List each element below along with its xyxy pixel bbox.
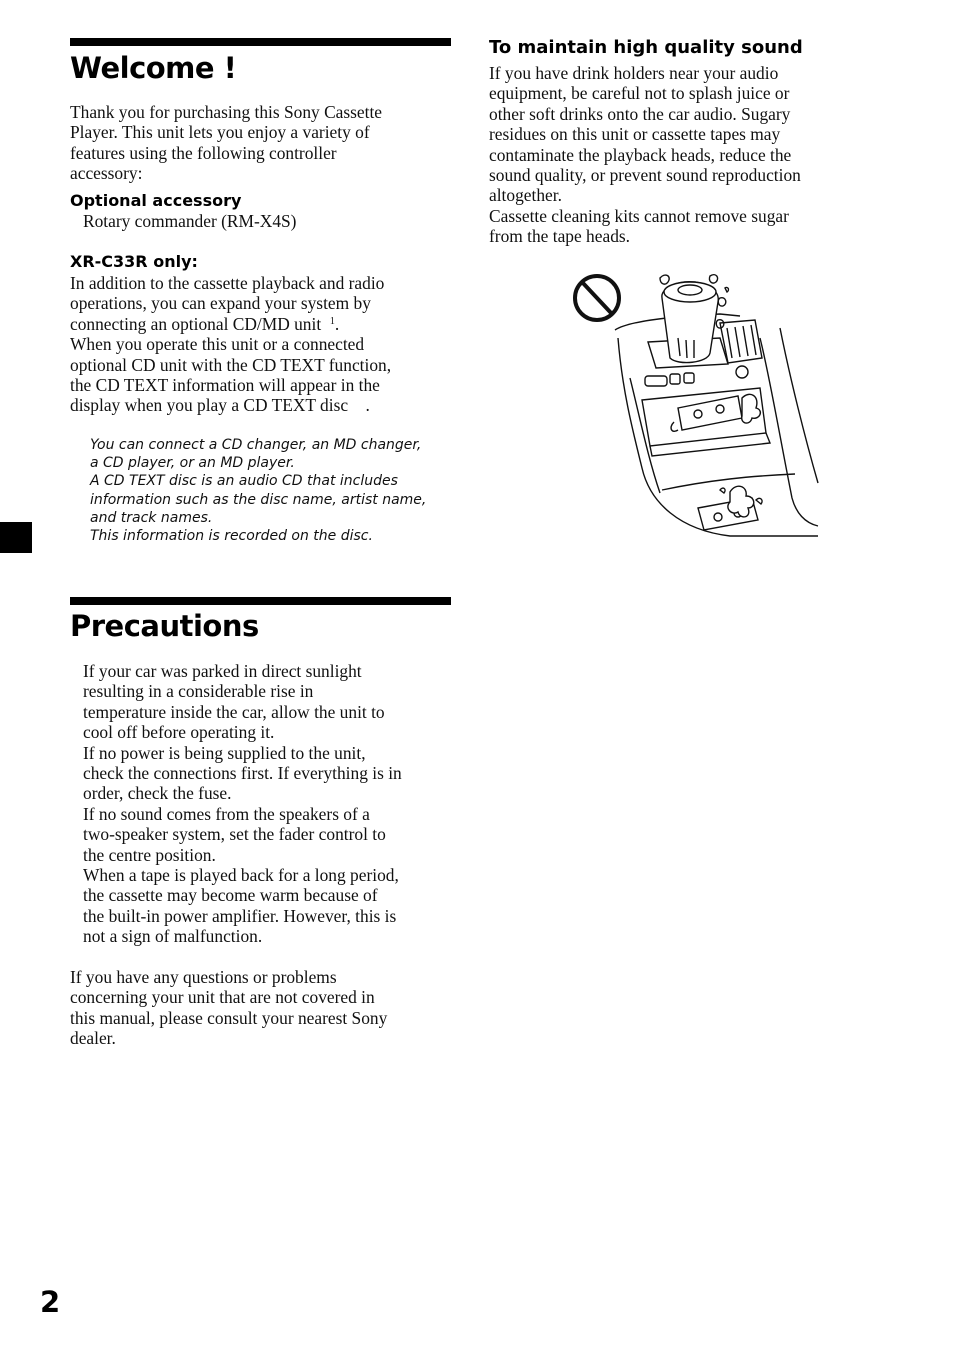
text-line: If no sound comes from the speakers of a xyxy=(83,803,370,824)
optional-accessory-item xyxy=(83,211,296,231)
page-number: 2 xyxy=(40,1285,61,1319)
precautions-heading: Precautions xyxy=(70,609,259,643)
footnote-mark: 1 xyxy=(329,315,335,327)
text-line: When you operate this unit or a connected xyxy=(70,334,365,355)
section-thumb-tab xyxy=(0,522,32,553)
text-line: from the tape heads. xyxy=(489,226,631,247)
text-line: altogether. xyxy=(489,185,562,206)
note-line: and track names. xyxy=(90,509,213,526)
note-line: a CD player, or an MD player. xyxy=(90,455,295,472)
text-line: Rotary commander (RM-X4S) xyxy=(83,211,297,231)
text-line: In addition to the cassette playback and radio xyxy=(70,273,385,293)
text-line: resulting in a considerable rise in xyxy=(83,681,314,702)
text-line: check the connections first. If everything is in xyxy=(83,763,402,784)
precautions-closing xyxy=(70,967,387,1049)
text-line: Player. This unit lets you enjoy a variety of xyxy=(70,122,370,143)
text-line: other soft drinks onto the car audio. Sugary xyxy=(489,103,791,124)
text-line: If you have drink holders near your audio xyxy=(489,63,779,83)
text-line: If you have any questions or problems xyxy=(70,967,337,987)
welcome-notes xyxy=(90,436,426,545)
text-line: dealer. xyxy=(70,1028,116,1049)
text-line: residues on this unit or cassette tapes may xyxy=(489,124,781,145)
sound-paragraph xyxy=(489,63,801,247)
text-line: features using the following controller xyxy=(70,142,337,163)
text-line: two-speaker system, set the fader control to xyxy=(83,824,386,845)
text-line: If no power is being supplied to the unit, xyxy=(83,742,366,763)
text-line: Cassette cleaning kits cannot remove sugar xyxy=(489,205,789,226)
note-line: You can connect a CD changer, an MD changer, xyxy=(90,437,422,453)
prohibition-icon xyxy=(575,276,619,320)
welcome-heading-rule xyxy=(70,38,451,46)
text-segment: display when you play a CD TEXT disc xyxy=(70,395,349,416)
xr-c33r-paragraph xyxy=(70,273,391,416)
text-line: concerning your unit that are not covered in xyxy=(70,987,375,1008)
note-line: information such as the disc name, artist name, xyxy=(90,491,427,508)
text-line: sound quality, or prevent sound reproduction xyxy=(489,165,801,186)
optional-accessory-heading: Optional accessory xyxy=(70,191,242,210)
text-line: cool off before operating it. xyxy=(83,722,275,743)
precautions-items xyxy=(83,661,402,947)
text-segment: . xyxy=(365,395,370,416)
text-line xyxy=(70,395,391,415)
text-line: the CD TEXT information will appear in the xyxy=(70,375,380,396)
text-line: temperature inside the car, allow the unit to xyxy=(83,701,385,722)
text-segment: . xyxy=(334,313,340,334)
text-line xyxy=(70,314,391,334)
sound-heading: To maintain high quality sound xyxy=(489,37,803,58)
welcome-heading: Welcome ! xyxy=(70,51,237,85)
text-line: optional CD unit with the CD TEXT function, xyxy=(70,354,392,375)
text-line: equipment, be careful not to splash juice or xyxy=(489,83,790,104)
text-line: not a sign of malfunction. xyxy=(83,926,263,947)
note-line: A CD TEXT disc is an audio CD that includes xyxy=(90,473,398,490)
text-line: accessory: xyxy=(70,163,143,184)
text-line: If your car was parked in direct sunlight xyxy=(83,661,362,681)
text-line: the cassette may become warm because of xyxy=(83,885,378,906)
text-line: When a tape is played back for a long period, xyxy=(83,865,399,886)
text-line: contaminate the playback heads, reduce the xyxy=(489,144,792,165)
text-segment: connecting an optional CD/MD unit xyxy=(70,313,322,334)
note-line: This information is recorded on the disc. xyxy=(90,528,373,545)
text-line: this manual, please consult your nearest Sony xyxy=(70,1007,388,1028)
spill-warning-illustration xyxy=(570,268,820,540)
text-line: Thank you for purchasing this Sony Cassette xyxy=(70,102,383,122)
text-line: the centre position. xyxy=(83,844,216,865)
xr-c33r-heading: XR-C33R only: xyxy=(70,252,198,271)
text-line: operations, you can expand your system by xyxy=(70,293,371,314)
text-line: order, check the fuse. xyxy=(83,783,232,804)
welcome-intro xyxy=(70,102,382,184)
text-line: the built-in power amplifier. However, this is xyxy=(83,905,397,926)
precautions-heading-rule xyxy=(70,597,451,605)
